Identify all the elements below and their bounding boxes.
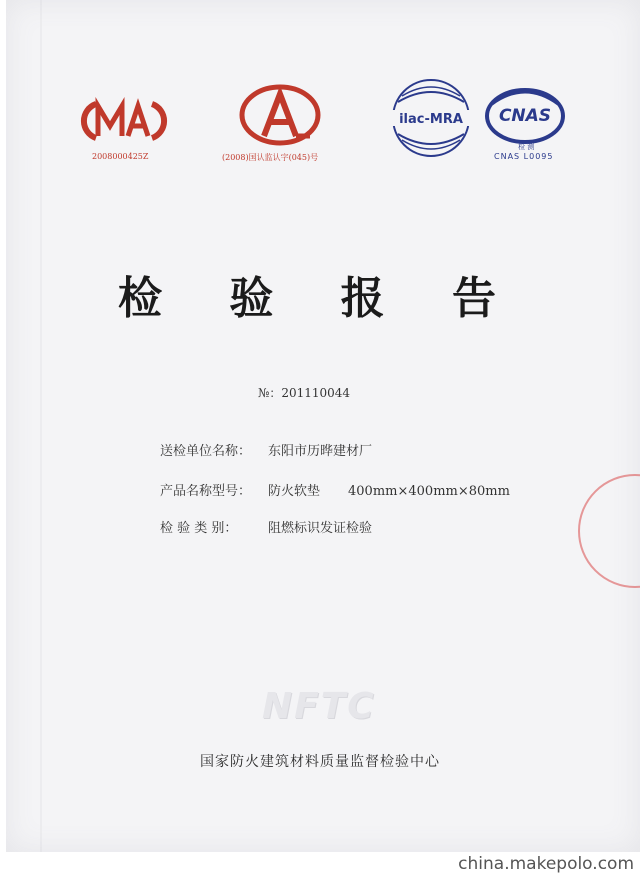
svg-text:ilac-MRA: ilac-MRA (399, 112, 463, 127)
report-number: №：201110044 (258, 386, 351, 400)
field-value: 防火软垫 (268, 484, 321, 499)
cal-logo (234, 82, 326, 148)
cnas-caption: CNAS L0095 (494, 152, 554, 161)
field-value: 东阳市历晔建材厂 (268, 444, 373, 459)
cma-logo (74, 96, 174, 146)
organization-name: 国家防火建筑材料质量监督检验中心 (200, 754, 440, 770)
cma-caption: 2008000425Z (92, 152, 149, 161)
page-title: 检 验 报 告 (118, 273, 522, 324)
field-value: 阻燃标识发证检验 (268, 521, 373, 536)
ilac-mra-logo (386, 76, 476, 160)
cal-caption: (2008)国认监认字(045)号 (222, 153, 319, 162)
source-site-label: china.makepolo.com (458, 854, 634, 874)
cnas-caption-top: 检 测 (518, 143, 535, 151)
svg-text:CNAS: CNAS (498, 106, 552, 126)
nftc-watermark: NFTC (262, 686, 376, 727)
field-label: 送检单位名称： (160, 444, 252, 459)
scan-line (40, 0, 42, 852)
field-spec: 400mm×400mm×80mm (348, 484, 510, 499)
field-label: 检 验 类 别： (160, 521, 238, 536)
field-row-client (160, 440, 372, 459)
field-row-product (160, 480, 510, 499)
field-label: 产品名称型号： (160, 484, 252, 499)
field-row-category (160, 517, 372, 536)
